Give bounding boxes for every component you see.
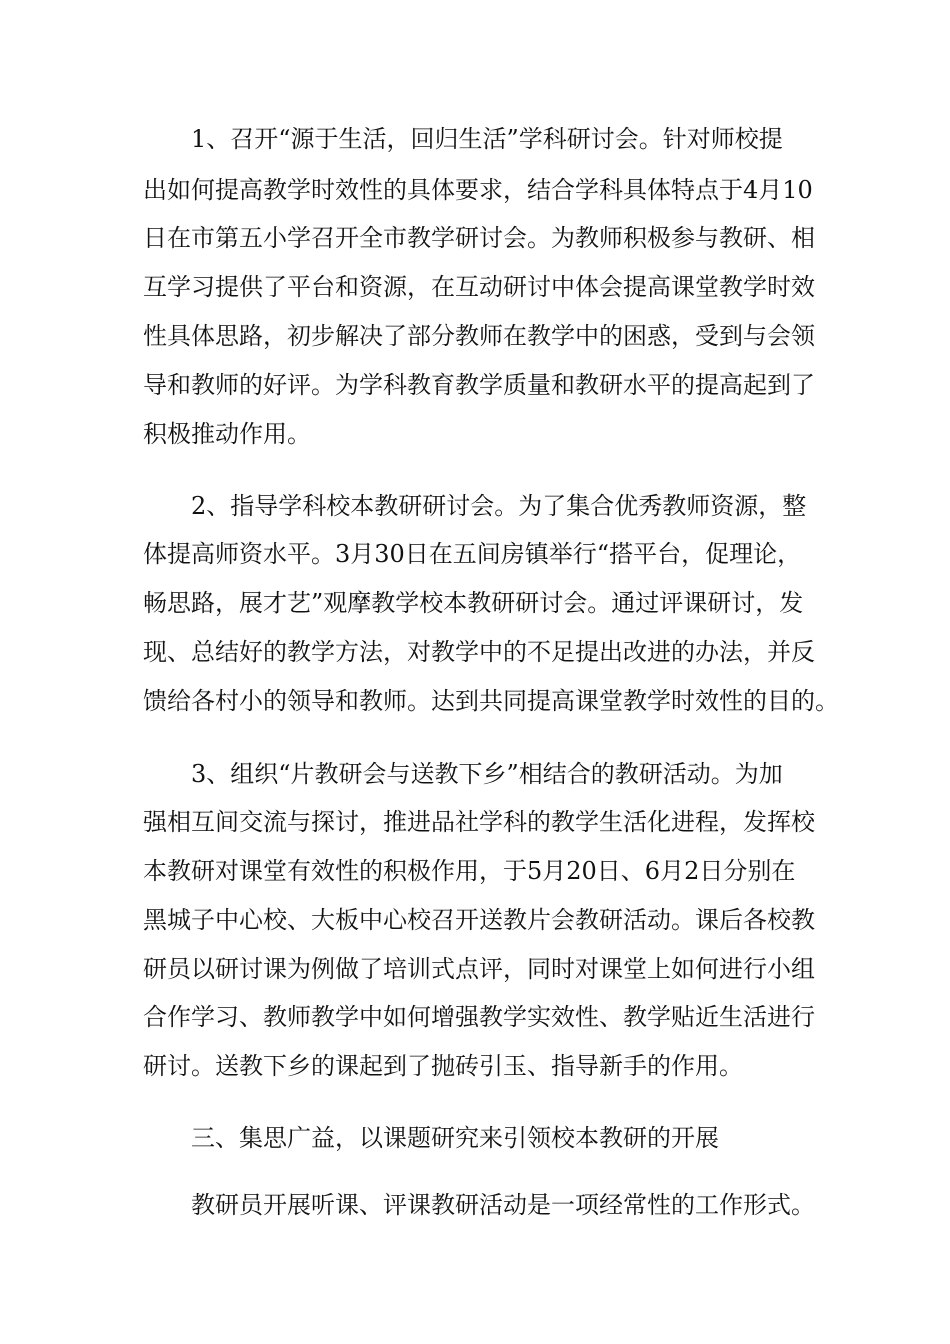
paragraph-1-line-6: 导和教师的好评。为学科教育教学质量和教研水平的提高起到了 bbox=[143, 371, 815, 399]
paragraph-3-line-3: 本教研对课堂有效性的积极作用，于5月20日、6月2日分别在 bbox=[143, 857, 796, 885]
paragraph-2-line-4: 现、总结好的教学方法，对教学中的不足提出改进的办法，并反 bbox=[143, 638, 815, 666]
paragraph-1-line-5: 性具体思路，初步解决了部分教师在教学中的困惑，受到与会领 bbox=[143, 322, 815, 350]
paragraph-1-line-4: 互学习提供了平台和资源，在互动研讨中体会提高课堂教学时效 bbox=[143, 273, 815, 301]
paragraph-1-line-2: 出如何提高教学时效性的具体要求，结合学科具体特点于4月10 bbox=[143, 176, 813, 204]
paragraph-4-line-1: 教研员开展听课、评课教研活动是一项经常性的工作形式。 bbox=[191, 1191, 815, 1219]
paragraph-3-line-4: 黑城子中心校、大板中心校召开送教片会教研活动。课后各校教 bbox=[143, 906, 815, 934]
paragraph-3-line-6: 合作学习、教师教学中如何增强教学实效性、教学贴近生活进行 bbox=[143, 1003, 815, 1031]
paragraph-1-line-1: 1、召开“源于生活，回归生活”学科研讨会。针对师校提 bbox=[191, 125, 783, 153]
paragraph-1-line-3: 日在市第五小学召开全市教学研讨会。为教师积极参与教研、相 bbox=[143, 224, 815, 252]
paragraph-3-line-7: 研讨。送教下乡的课起到了抛砖引玉、指导新手的作用。 bbox=[143, 1052, 743, 1080]
section-heading: 三、集思广益，以课题研究来引领校本教研的开展 bbox=[191, 1124, 719, 1152]
paragraph-2-line-1: 2、指导学科校本教研研讨会。为了集合优秀教师资源，整 bbox=[191, 492, 807, 520]
paragraph-2-line-2: 体提高师资水平。3月30日在五间房镇举行“搭平台，促理论， bbox=[143, 540, 802, 568]
paragraph-2-line-3: 畅思路，展才艺”观摩教学校本教研研讨会。通过评课研讨，发 bbox=[143, 589, 804, 617]
paragraph-3-line-2: 强相互间交流与探讨，推进品社学科的教学生活化进程，发挥校 bbox=[143, 808, 815, 836]
paragraph-2-line-5: 馈给各村小的领导和教师。达到共同提高课堂教学时效性的目的。 bbox=[143, 687, 839, 715]
paragraph-3-line-5: 研员以研讨课为例做了培训式点评，同时对课堂上如何进行小组 bbox=[143, 955, 815, 983]
paragraph-1-line-7: 积极推动作用。 bbox=[143, 420, 311, 448]
paragraph-3-line-1: 3、组织“片教研会与送教下乡”相结合的教研活动。为加 bbox=[191, 760, 783, 788]
